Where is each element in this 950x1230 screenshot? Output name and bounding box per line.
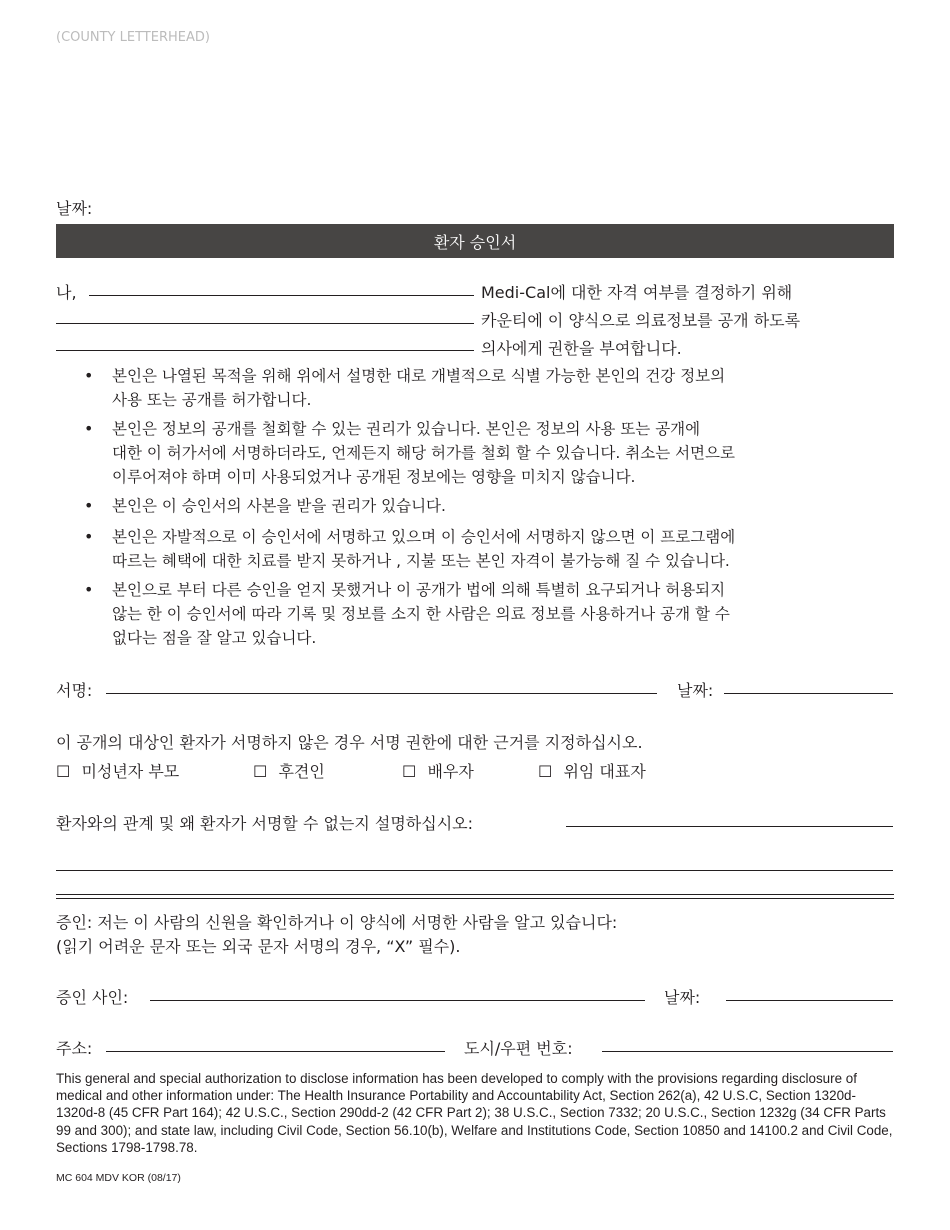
term-2-line-3: 이루어져야 하며 이미 사용되었거나 공개된 정보에는 영향을 미치지 않습니다. [112, 468, 636, 486]
checkbox-icon: ☐ [402, 762, 417, 781]
checkbox-icon: ☐ [253, 762, 268, 781]
term-4-line-2: 따르는 혜택에 대한 치료를 받지 못하거나 , 지불 또는 본인 자격이 불가능해 질 수 있습니다. [112, 552, 730, 570]
intro-line-3: 의사에게 권한을 부여합니다. [481, 339, 682, 358]
witness-signature-field[interactable] [150, 1000, 645, 1001]
form-title-banner [56, 224, 894, 258]
term-5-line-2: 않는 한 이 승인서에 따라 기록 및 정보를 소지 한 사람은 의료 정보를 사용하거나 공개 할 수 [112, 605, 730, 623]
county-letterhead-placeholder: (COUNTY LETTERHEAD) [56, 30, 210, 45]
witness-date-field[interactable] [726, 1000, 893, 1001]
form-number: MC 604 MDV KOR (08/17) [56, 1172, 181, 1184]
term-3-line-1: 본인은 이 승인서의 사본을 받을 권리가 있습니다. [112, 497, 446, 515]
checkbox-label: 미성년자 부모 [81, 762, 180, 781]
witness-date-label: 날짜: [664, 988, 701, 1007]
bullet-marker: • [84, 366, 94, 385]
relationship-field-line-2[interactable] [56, 870, 893, 871]
checkbox-spouse[interactable] [402, 759, 474, 782]
checkbox-icon: ☐ [56, 762, 71, 781]
term-5-line-3: 없다는 점을 잘 알고 있습니다. [112, 629, 317, 647]
signature-field[interactable] [106, 693, 657, 694]
bullet-marker: • [84, 419, 94, 438]
relationship-label: 환자와의 관계 및 왜 환자가 서명할 수 없는지 설명하십시오: [56, 814, 474, 833]
term-2-line-1: 본인은 정보의 공개를 철회할 수 있는 권리가 있습니다. 본인은 정보의 사용 또는 공개에 [112, 420, 701, 438]
signature-date-field[interactable] [724, 693, 893, 694]
checkbox-label: 후견인 [278, 762, 325, 781]
city-zip-field[interactable] [602, 1051, 893, 1052]
intro-line-1: Medi-Cal에 대한 자격 여부를 결정하기 위해 [481, 283, 793, 302]
term-1-line-2: 사용 또는 공개를 허가합니다. [112, 391, 312, 409]
date-label: 날짜: [56, 199, 93, 218]
checkbox-label: 위임 대표자 [563, 762, 646, 781]
term-5-line-1: 본인으로 부터 다른 승인을 얻지 못했거나 이 공개가 법에 의해 특별히 요구되거나 허용되지 [112, 581, 726, 599]
checkbox-legal-representative[interactable] [538, 759, 646, 782]
term-2-line-2: 대한 이 허가서에 서명하더라도, 언제든지 해당 허가를 철회 할 수 있습니다. 취소는 서면으로 [112, 444, 735, 462]
form-title: 환자 승인서 [433, 232, 517, 252]
city-zip-label: 도시/우편 번호: [464, 1039, 573, 1058]
bullet-marker: • [84, 496, 94, 515]
term-1-line-1: 본인은 나열된 목적을 위해 위에서 설명한 대로 개별적으로 식별 가능한 본인의 건강 정보의 [112, 367, 726, 385]
signature-label: 서명: [56, 681, 93, 700]
section-divider [56, 894, 894, 895]
bullet-marker: • [84, 580, 94, 599]
physician-name-field[interactable] [56, 323, 474, 324]
witness-signature-label: 증인 사인: [56, 988, 129, 1007]
address-field[interactable] [106, 1051, 445, 1052]
bullet-marker: • [84, 527, 94, 546]
witness-statement: 증인: 저는 이 사람의 신원을 확인하거나 이 양식에 서명한 사람을 알고 있습니다: [56, 913, 618, 932]
signature-date-label: 날짜: [677, 681, 714, 700]
term-4-line-1: 본인은 자발적으로 이 승인서에 서명하고 있으며 이 승인서에 서명하지 않으면 이 프로그램에 [112, 528, 736, 546]
relationship-field[interactable] [566, 826, 893, 827]
address-label: 주소: [56, 1039, 93, 1058]
intro-line-2: 카운티에 이 양식으로 의료정보를 공개 하도록 [481, 311, 801, 330]
checkbox-icon: ☐ [538, 762, 553, 781]
physician-address-field[interactable] [56, 350, 474, 351]
authority-prompt: 이 공개의 대상인 환자가 서명하지 않은 경우 서명 권한에 대한 근거를 지정하십시오. [56, 733, 643, 752]
witness-note: (읽기 어려운 문자 또는 외국 문자 서명의 경우, “X” 필수). [56, 937, 461, 956]
patient-name-field[interactable] [89, 295, 474, 296]
checkbox-guardian[interactable] [253, 759, 325, 782]
checkbox-label: 배우자 [427, 762, 474, 781]
legal-disclaimer: This general and special authorization to disclose information has been developed to comply with the provisions regarding disclosure of medical and other information under: The Health Insurance Portability and Accountability Act, Section 262(a), 42 U.S.C, Section 1320d-1320d-8 (45 CFR Part 164); 42 U.S.C., Section 290dd-2 (42 CFR Part 2); 38 U.S.C., Section 7332; 20 U.S.C., Section 1232g (34 CFR Parts 99 and 300); and state law, including Civil Code, Section 56.10(b), Welfare and Institutions Code, Section 10850 and 14100.2 and Civil Code, Sections 1798-1798.78. [56, 1071, 893, 1155]
checkbox-minor-parent[interactable] [56, 759, 179, 782]
section-divider [56, 898, 894, 899]
intro-prefix: 나, [56, 283, 77, 302]
